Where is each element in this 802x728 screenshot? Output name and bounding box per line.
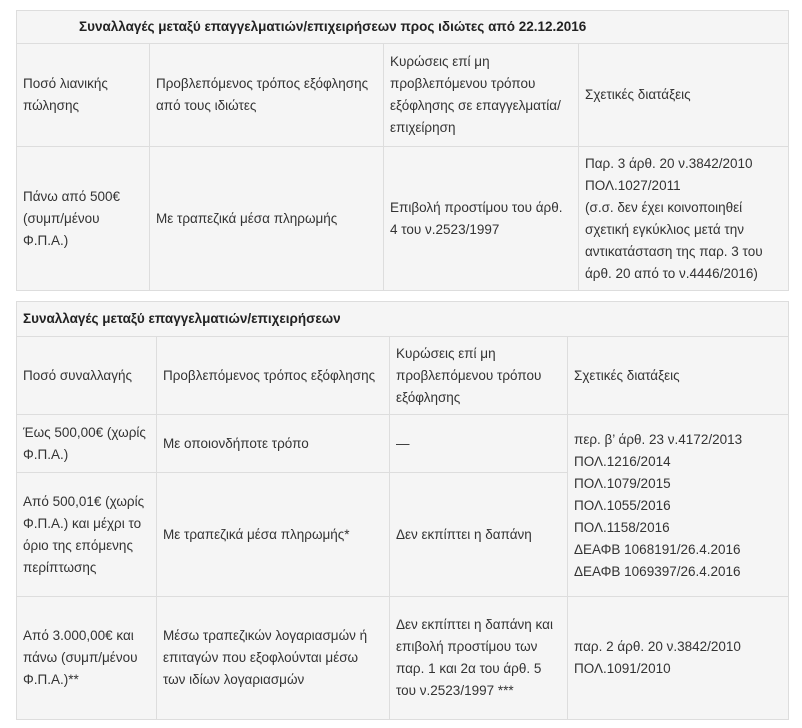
table2-header-provisions: Σχετικές διατάξεις: [568, 337, 789, 415]
provision-line: ΔΕΑΦΒ 1068191/26.4.2016: [574, 541, 741, 557]
table1-method-cell: Με τραπεζικά μέσα πληρωμής: [150, 147, 384, 291]
provision-line: ΠΟΛ.1091/2010: [574, 661, 671, 676]
table2-title: Συναλλαγές μεταξύ επαγγελματιών/επιχειρήσεων: [17, 302, 789, 337]
provision-line: ΔΕΑΦΒ 1069397/26.4.2016: [574, 563, 741, 579]
table2-row1-amount: Έως 500,00€ (χωρίς Φ.Π.Α.): [17, 415, 157, 473]
table2-header-penalty: Κυρώσεις επί μη προβλεπόμενου τρόπου εξόφλησης: [390, 337, 568, 415]
table1-header-method: Προβλεπόμενος τρόπος εξόφλησης από τους ιδιώτες: [150, 44, 384, 147]
table1-provisions-cell: [579, 147, 789, 291]
table1-penalty-cell: Επιβολή προστίμου του άρθ. 4 του ν.2523/1997: [384, 147, 579, 291]
table2-row1-method: Με οποιονδήποτε τρόπο: [157, 415, 390, 473]
table2-header-method: Προβλεπόμενος τρόπος εξόφλησης: [157, 337, 390, 415]
provision-line: ΠΟΛ.1216/2014: [574, 453, 671, 469]
provision-line: Παρ. 3 άρθ. 20 ν.3842/2010: [585, 155, 753, 171]
table2-row3-penalty: Δεν εκπίπτει η δαπάνη και επιβολή προστίμου των παρ. 1 και 2α του άρθ. 5 του ν.2523/1997 ***: [390, 597, 568, 720]
table1-header-provisions: Σχετικές διατάξεις: [579, 44, 789, 147]
table2-header-amount: Ποσό συναλλαγής: [17, 337, 157, 415]
table1-header-amount: Ποσό λιανικής πώλησης: [17, 44, 150, 147]
table1-title: Συναλλαγές μεταξύ επαγγελματιών/επιχειρήσεων προς ιδιώτες από 22.12.2016: [17, 11, 789, 44]
table2-row1-penalty: —: [390, 415, 568, 473]
provision-line: παρ. 2 άρθ. 20 ν.3842/2010: [574, 639, 741, 654]
provision-line: ΠΟΛ.1079/2015: [574, 475, 671, 491]
table1-amount-cell: Πάνω από 500€ (συμπ/μένου Φ.Π.Α.): [17, 147, 150, 291]
business-transactions-table: [16, 301, 789, 720]
table2-row2-penalty: Δεν εκπίπτει η δαπάνη: [390, 473, 568, 597]
table2-provisions-cell: [568, 415, 789, 597]
provision-line: ΠΟΛ.1158/2016: [574, 519, 670, 535]
table2-row3-amount: Από 3.000,00€ και πάνω (συμπ/μένου Φ.Π.Α.)**: [17, 597, 157, 720]
table2-row3-provisions: [568, 597, 789, 720]
table2-row2-amount: Από 500,01€ (χωρίς Φ.Π.Α.) και μέχρι το όριο της επόμενης περίπτωσης: [17, 473, 157, 597]
table2-row3-method: Μέσω τραπεζικών λογαριασμών ή επιταγών που εξοφλούνται μέσω των ιδίων λογαριασμών: [157, 597, 390, 720]
provision-note: (σ.σ. δεν έχει κοινοποιηθεί σχετική εγκύκλιος μετά την αντικατάσταση της παρ. 3 του άρθ. 20 από το ν.4446/2016): [585, 199, 763, 281]
table1-header-penalty: Κυρώσεις επί μη προβλεπόμενου τρόπου εξόφλησης σε επαγγελματία/επιχείρηση: [384, 44, 579, 147]
provision-line: ΠΟΛ.1055/2016: [574, 497, 671, 513]
provision-line: περ. β’ άρθ. 23 ν.4172/2013: [574, 431, 743, 447]
table2-row2-method: Με τραπεζικά μέσα πληρωμής*: [157, 473, 390, 597]
retail-transactions-table: [16, 10, 789, 291]
provision-line: ΠΟΛ.1027/2011: [585, 177, 681, 193]
